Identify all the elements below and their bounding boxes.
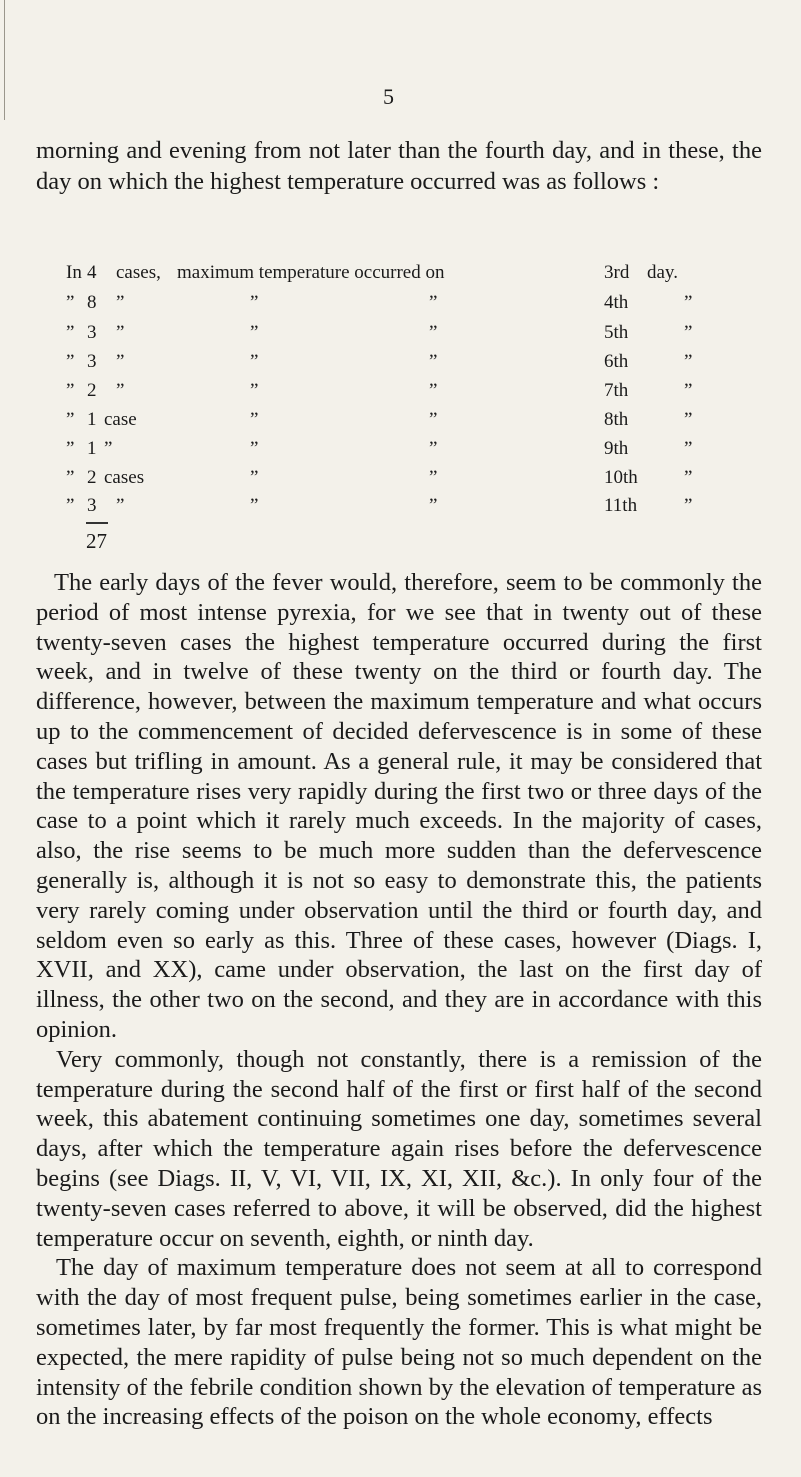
ditto-mark: ” <box>684 380 693 401</box>
row-unit: case <box>104 409 137 430</box>
table-header-tail: day. <box>647 262 678 283</box>
row-count: 8 <box>87 292 97 313</box>
intro-paragraph: morning and evening from not later than the fourth day, and in these, the day on which the highest temperature occurred was as follows : <box>36 137 762 195</box>
row-day: 11th <box>604 495 638 516</box>
body-text <box>36 568 762 1432</box>
page-number: 5 <box>383 84 394 109</box>
ditto-mark: ” <box>429 351 438 372</box>
ditto-mark: ” <box>66 438 75 459</box>
ditto-mark: ” <box>684 495 693 516</box>
ditto-mark: ” <box>684 351 693 372</box>
row-day: 5th <box>604 322 629 343</box>
ditto-mark: ” <box>250 438 259 459</box>
ditto-mark: ” <box>66 322 75 343</box>
ditto-mark: ” <box>684 438 693 459</box>
ditto-mark: ” <box>429 380 438 401</box>
ditto-mark: ” <box>250 495 259 516</box>
page-edge-line <box>4 0 5 120</box>
row-day: 10th <box>604 467 638 488</box>
ditto-mark: ” <box>684 322 693 343</box>
row-unit: ” <box>116 292 125 313</box>
ditto-mark: ” <box>66 292 75 313</box>
row-unit: ” <box>116 351 125 372</box>
row-unit: ” <box>116 322 125 343</box>
ditto-mark: ” <box>429 438 438 459</box>
ditto-mark: ” <box>429 467 438 488</box>
row-day: 7th <box>604 380 629 401</box>
total-rule <box>86 522 108 524</box>
row-day: 9th <box>604 438 629 459</box>
ditto-mark: ” <box>429 292 438 313</box>
table-total: 27 <box>86 529 107 553</box>
row-unit: ” <box>116 380 125 401</box>
ditto-mark: ” <box>429 322 438 343</box>
ditto-mark: ” <box>66 495 75 516</box>
ditto-mark: ” <box>250 351 259 372</box>
row-count: 3 <box>87 495 97 516</box>
ditto-mark: ” <box>66 467 75 488</box>
row-count: 1 <box>87 438 97 459</box>
table-header-phrase: maximum temperature occurred on <box>177 262 445 283</box>
ditto-mark: ” <box>250 409 259 430</box>
paragraph: The day of maximum temperature does not seem at all to correspond with the day of most frequent pulse, being sometimes earlier in the case, sometimes later, by far most frequently the former. This is what might be expected, the mere rapidity of pulse being not so much dependent on the intensity of the febrile condition shown by the elevation of temperature as on the increasing effects of the poison on the whole economy, effects <box>36 1254 762 1431</box>
ditto-mark: ” <box>429 495 438 516</box>
ditto-mark: ” <box>250 292 259 313</box>
row-count: 2 <box>87 380 97 401</box>
ditto-mark: ” <box>684 409 693 430</box>
table-header-in: In <box>66 262 82 283</box>
ditto-mark: ” <box>66 380 75 401</box>
row-count: 2 <box>87 467 97 488</box>
row-count: 3 <box>87 322 97 343</box>
ditto-mark: ” <box>66 351 75 372</box>
table-header-count: 4 <box>87 262 97 283</box>
row-day: 4th <box>604 292 629 313</box>
ditto-mark: ” <box>250 467 259 488</box>
ditto-mark: ” <box>250 322 259 343</box>
row-unit: ” <box>104 438 113 459</box>
ditto-mark: ” <box>684 292 693 313</box>
table-header-day: 3rd <box>604 262 630 283</box>
ditto-mark: ” <box>66 409 75 430</box>
table-header-unit: cases, <box>116 262 161 283</box>
row-day: 8th <box>604 409 629 430</box>
row-count: 1 <box>87 409 97 430</box>
ditto-mark: ” <box>250 380 259 401</box>
paragraph: Very commonly, though not constantly, there is a remission of the temperature during the second half of the first or first half of the second week, this abatement continuing sometimes one day, sometimes several days, after which the temperature again rises before the defervescence begins (see Diags. II, V, VI, VII, IX, XI, XII, &c.). In only four of the twenty-seven cases referred to above, it will be observed, did the highest temperature occur on seventh, eighth, or ninth day. <box>36 1045 762 1252</box>
row-count: 3 <box>87 351 97 372</box>
row-day: 6th <box>604 351 629 372</box>
row-unit: cases <box>104 467 145 488</box>
ditto-mark: ” <box>429 409 438 430</box>
ditto-mark: ” <box>684 467 693 488</box>
paragraph: The early days of the fever would, therefore, seem to be commonly the period of most intense pyrexia, for we see that in twenty out of these twenty-seven cases the highest temperature occurred during the first week, and in twelve of these twenty on the third or fourth day. The difference, however, between the maximum temperature and what occurs up to the commencement of decided defervescence is in some of these cases but trifling in amount. As a general rule, it may be considered that the temperature rises very rapidly during the first two or three days of the case to a point which it rarely much exceeds. In the majority of cases, also, the rise seems to be much more sudden than the defervescence generally is, although it is not so easy to demonstrate this, the patients very rarely coming under observation until the third or fourth day, and seldom even so early as this. Three of these cases, however (Diags. I, XVII, and XX), came under observation, the last on the first day of illness, the other two on the second, and they are in accordance with this opinion. <box>36 569 762 1043</box>
row-unit: ” <box>116 495 125 516</box>
